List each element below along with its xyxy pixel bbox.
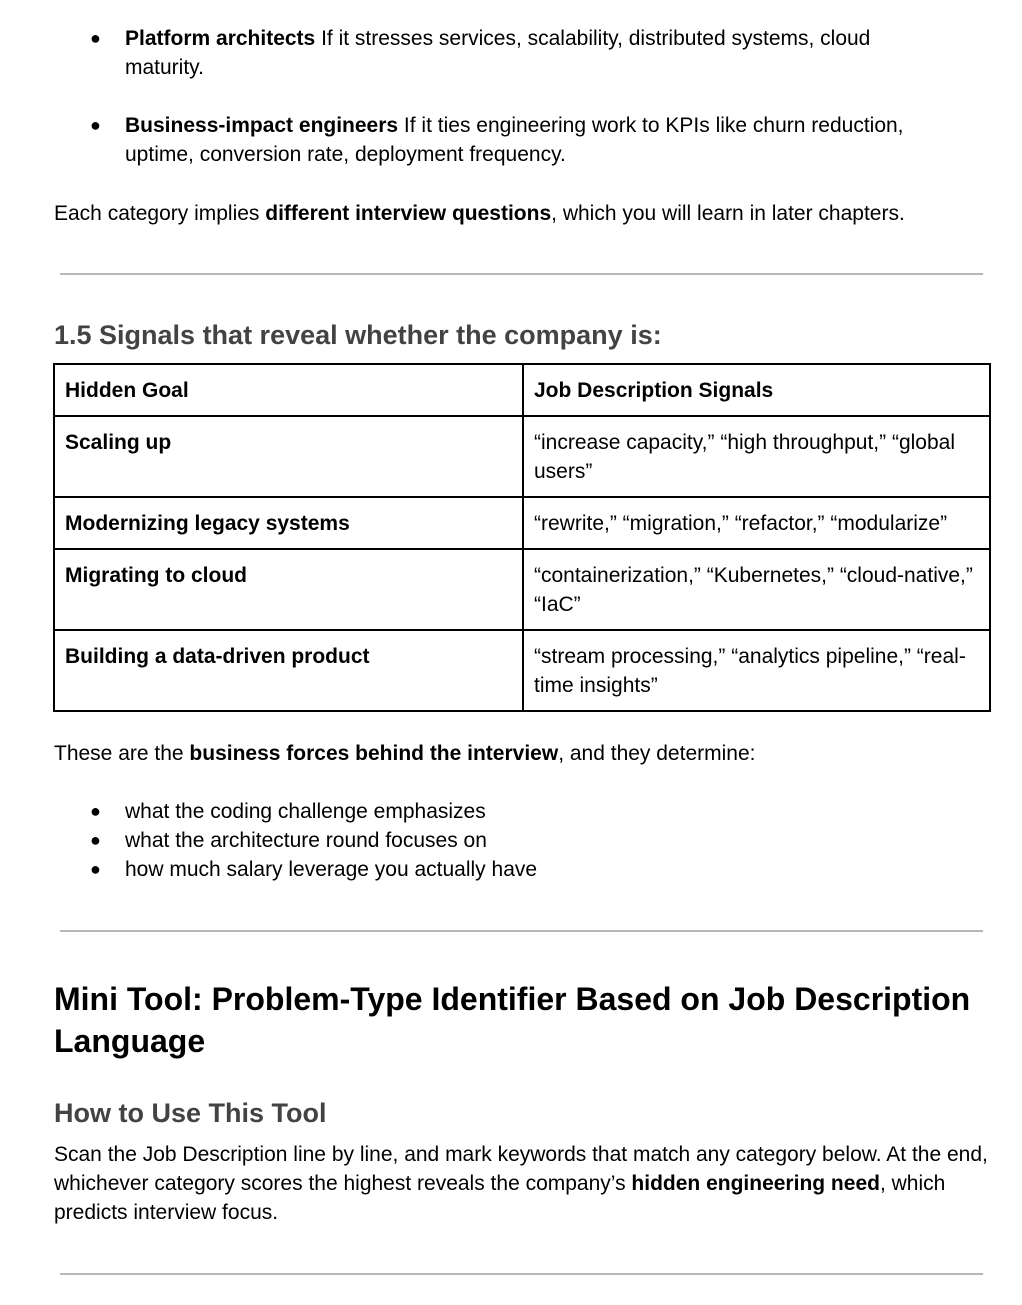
instructions-bold: hidden engineering need [631,1172,880,1195]
divider [60,1273,983,1275]
signals-cell: “rewrite,” “migration,” “refactor,” “modularize” [523,497,990,549]
hidden-goal-cell: Building a data-driven product [54,630,523,711]
bullet-icon: ● [90,28,101,48]
determines-list [0,797,945,884]
hidden-goal-cell: Modernizing legacy systems [54,497,523,549]
list-item [0,826,945,855]
table-row [54,416,990,497]
list-item-text: how much salary leverage you actually have [125,858,538,881]
bullet-icon: ● [90,801,101,821]
top-bullet-list [0,24,945,169]
bullet-text: If it stresses services, scalability, distributed systems, cloud maturity. [125,27,871,79]
list-item [0,797,945,826]
signals-cell: “containerization,” “Kubernetes,” “cloud-native,” “IaC” [523,549,990,630]
category-note-pre: Each category implies [54,202,266,225]
list-item-text: what the architecture round focuses on [125,829,487,852]
list-item [0,111,945,169]
bullet-bold-term: Business-impact engineers [125,114,399,137]
hidden-goal-cell: Scaling up [54,416,523,497]
column-header: Job Description Signals [523,364,990,416]
bullet-bold-term: Platform architects [125,27,316,50]
table-row [54,497,990,549]
bullet-icon: ● [90,859,101,879]
instructions-pre: Scan the Job Description line by line, and mark keywords that match any category below. At the end, whichever category scores the highest reveals the company’s [54,1143,988,1195]
forces-paragraph [54,739,994,768]
list-item-text: what the coding challenge emphasizes [125,800,486,823]
signals-cell: “increase capacity,” “high throughput,” “global users” [523,416,990,497]
signals-cell: “stream processing,” “analytics pipeline,” “real-time insights” [523,630,990,711]
how-to-heading: How to Use This Tool [54,1098,327,1128]
table-header-row [54,364,990,416]
bullet-icon: ● [90,830,101,850]
bullet-icon: ● [90,115,101,135]
table-row [54,630,990,711]
divider [60,273,983,275]
mini-tool-title: Mini Tool: Problem-Type Identifier Based on Job Description Language [54,981,971,1059]
instructions-paragraph [54,1140,994,1227]
section-heading: 1.5 Signals that reveal whether the company is: [54,320,662,350]
category-note-post: , which you will learn in later chapters. [551,202,905,225]
list-item [0,855,945,884]
column-header: Hidden Goal [54,364,523,416]
forces-post: , and they determine: [558,742,756,765]
category-note [54,199,994,228]
hidden-goal-cell: Migrating to cloud [54,549,523,630]
forces-pre: These are the [54,742,190,765]
category-note-bold: different interview questions [265,202,552,225]
list-item [0,24,945,82]
bullet-text: If it ties engineering work to KPIs like churn reduction, uptime, conversion rate, deployment frequency. [125,114,904,166]
table-row [54,549,990,630]
instructions-post: , which predicts interview focus. [54,1172,946,1224]
forces-bold: business forces behind the interview [189,742,559,765]
divider [60,930,983,932]
signals-table [53,363,991,712]
